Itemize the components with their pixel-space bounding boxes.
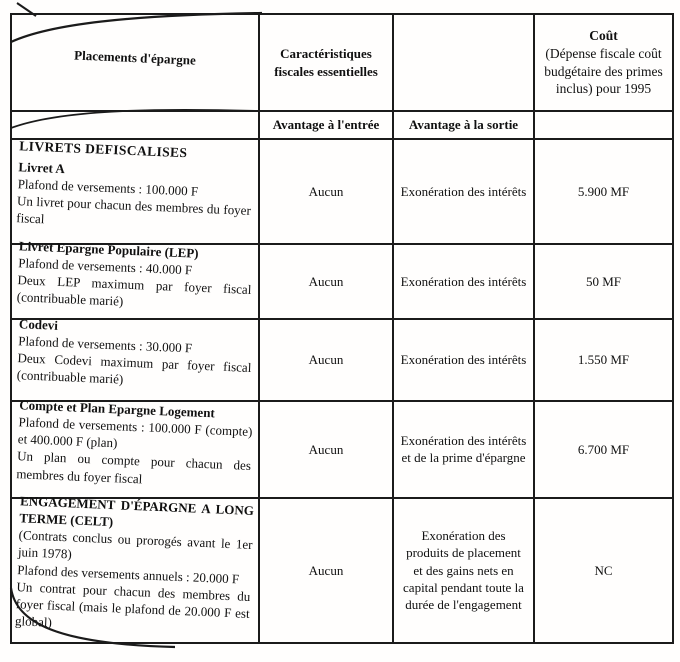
- livret-a-sortie: Exonération des intérêts: [393, 139, 534, 244]
- codevi-detail-2: Deux Codevi maximum par foyer fiscal (contribuable marié): [16, 350, 252, 388]
- codevi-sortie: Exonération des intérêts: [393, 319, 534, 401]
- lep-detail-2: Deux LEP maximum par foyer fiscal (contribuable marié): [16, 272, 252, 310]
- epargne-logement-cout: 6.700 MF: [534, 401, 673, 498]
- celt-detail-2: Plafond des versements annuels : 20.000 F: [16, 561, 240, 586]
- celt-sortie: Exonération des produits de placement et des gains nets en capital pendant toute la durée de l'engagement: [393, 498, 534, 643]
- codevi-cout: 1.550 MF: [534, 319, 673, 401]
- subheader-empty-cell: [11, 111, 259, 139]
- lep-cout: 50 MF: [534, 244, 673, 319]
- header-cout: [534, 14, 673, 111]
- table-header-row: [11, 14, 673, 111]
- header-empty-cell: [393, 14, 534, 111]
- lep-title: Livret Epargne Populaire (LEP): [18, 238, 199, 261]
- subheader-avantage-entree: Avantage à l'entrée: [259, 111, 393, 139]
- celt-title: ENGAGEMENT D'ÉPARGNE A LONG TERME (CELT): [19, 492, 255, 529]
- table-row-livret-a: [11, 139, 673, 244]
- epargne-logement-detail-2: Un plan ou compte pour chacun des membres du foyer fiscal: [16, 448, 252, 487]
- epargne-logement-sortie: Exonération des intérêts et de la prime d'épargne: [393, 401, 534, 498]
- livret-a-cout: 5.900 MF: [534, 139, 673, 244]
- epargne-logement-description-cell: [11, 397, 259, 498]
- codevi-detail-1: Plafond de versements : 30.000 F: [17, 333, 193, 356]
- subheader-avantage-sortie: Avantage à la sortie: [393, 111, 534, 139]
- celt-entree: Aucun: [259, 498, 393, 643]
- lep-entree: Aucun: [259, 244, 393, 319]
- header-placements: [11, 14, 259, 111]
- epargne-logement-detail-1: Plafond de versements : 100.000 F (compte) et 400.000 F (plan): [17, 414, 253, 451]
- livret-a-detail-2: Un livret pour chacun des membres du foyer fiscal: [16, 193, 252, 227]
- header-caracteristiques: Caractéristiques fiscales essentielles: [259, 14, 393, 111]
- lep-sortie: Exonération des intérêts: [393, 244, 534, 319]
- codevi-description-cell: [11, 316, 259, 401]
- subheader-empty-cell-right: [534, 111, 673, 139]
- epargne-logement-title: Compte et Plan Epargne Logement: [18, 397, 216, 421]
- table-row-celt: [11, 498, 673, 643]
- livret-a-entree: Aucun: [259, 139, 393, 244]
- codevi-title: Codevi: [18, 316, 59, 334]
- savings-placements-table: [10, 13, 674, 644]
- celt-detail-3: Un contrat pour chacun des membres du foyer fiscal (mais le plafond de 20.000 F est global): [14, 578, 251, 630]
- epargne-logement-entree: Aucun: [259, 401, 393, 498]
- celt-detail-1: (Contrats conclus ou prorogés avant le 1er juin 1978): [17, 527, 253, 562]
- table-row-lep: [11, 244, 673, 319]
- header-cout-subtitle: (Dépense fiscale coût budgétaire des primes inclus) pour 1995: [544, 45, 663, 97]
- codevi-entree: Aucun: [259, 319, 393, 401]
- livret-a-title: Livret A: [18, 158, 66, 176]
- celt-cout: NC: [534, 498, 673, 643]
- lep-description-cell: [11, 238, 259, 319]
- table-subheader-row: [11, 111, 673, 139]
- header-cout-title: Coût: [589, 27, 618, 43]
- lep-detail-1: Plafond de versements : 40.000 F: [17, 255, 193, 278]
- livret-a-description-cell: [11, 139, 259, 244]
- table-row-epargne-logement: [11, 401, 673, 498]
- header-placements-label: Placements d'épargne: [73, 47, 197, 68]
- section-title-livrets-defiscalises: LIVRETS DEFISCALISES: [19, 138, 188, 161]
- table-row-codevi: [11, 319, 673, 401]
- livret-a-detail-1: Plafond de versements : 100.000 F: [17, 175, 199, 199]
- celt-description-cell: [11, 492, 259, 643]
